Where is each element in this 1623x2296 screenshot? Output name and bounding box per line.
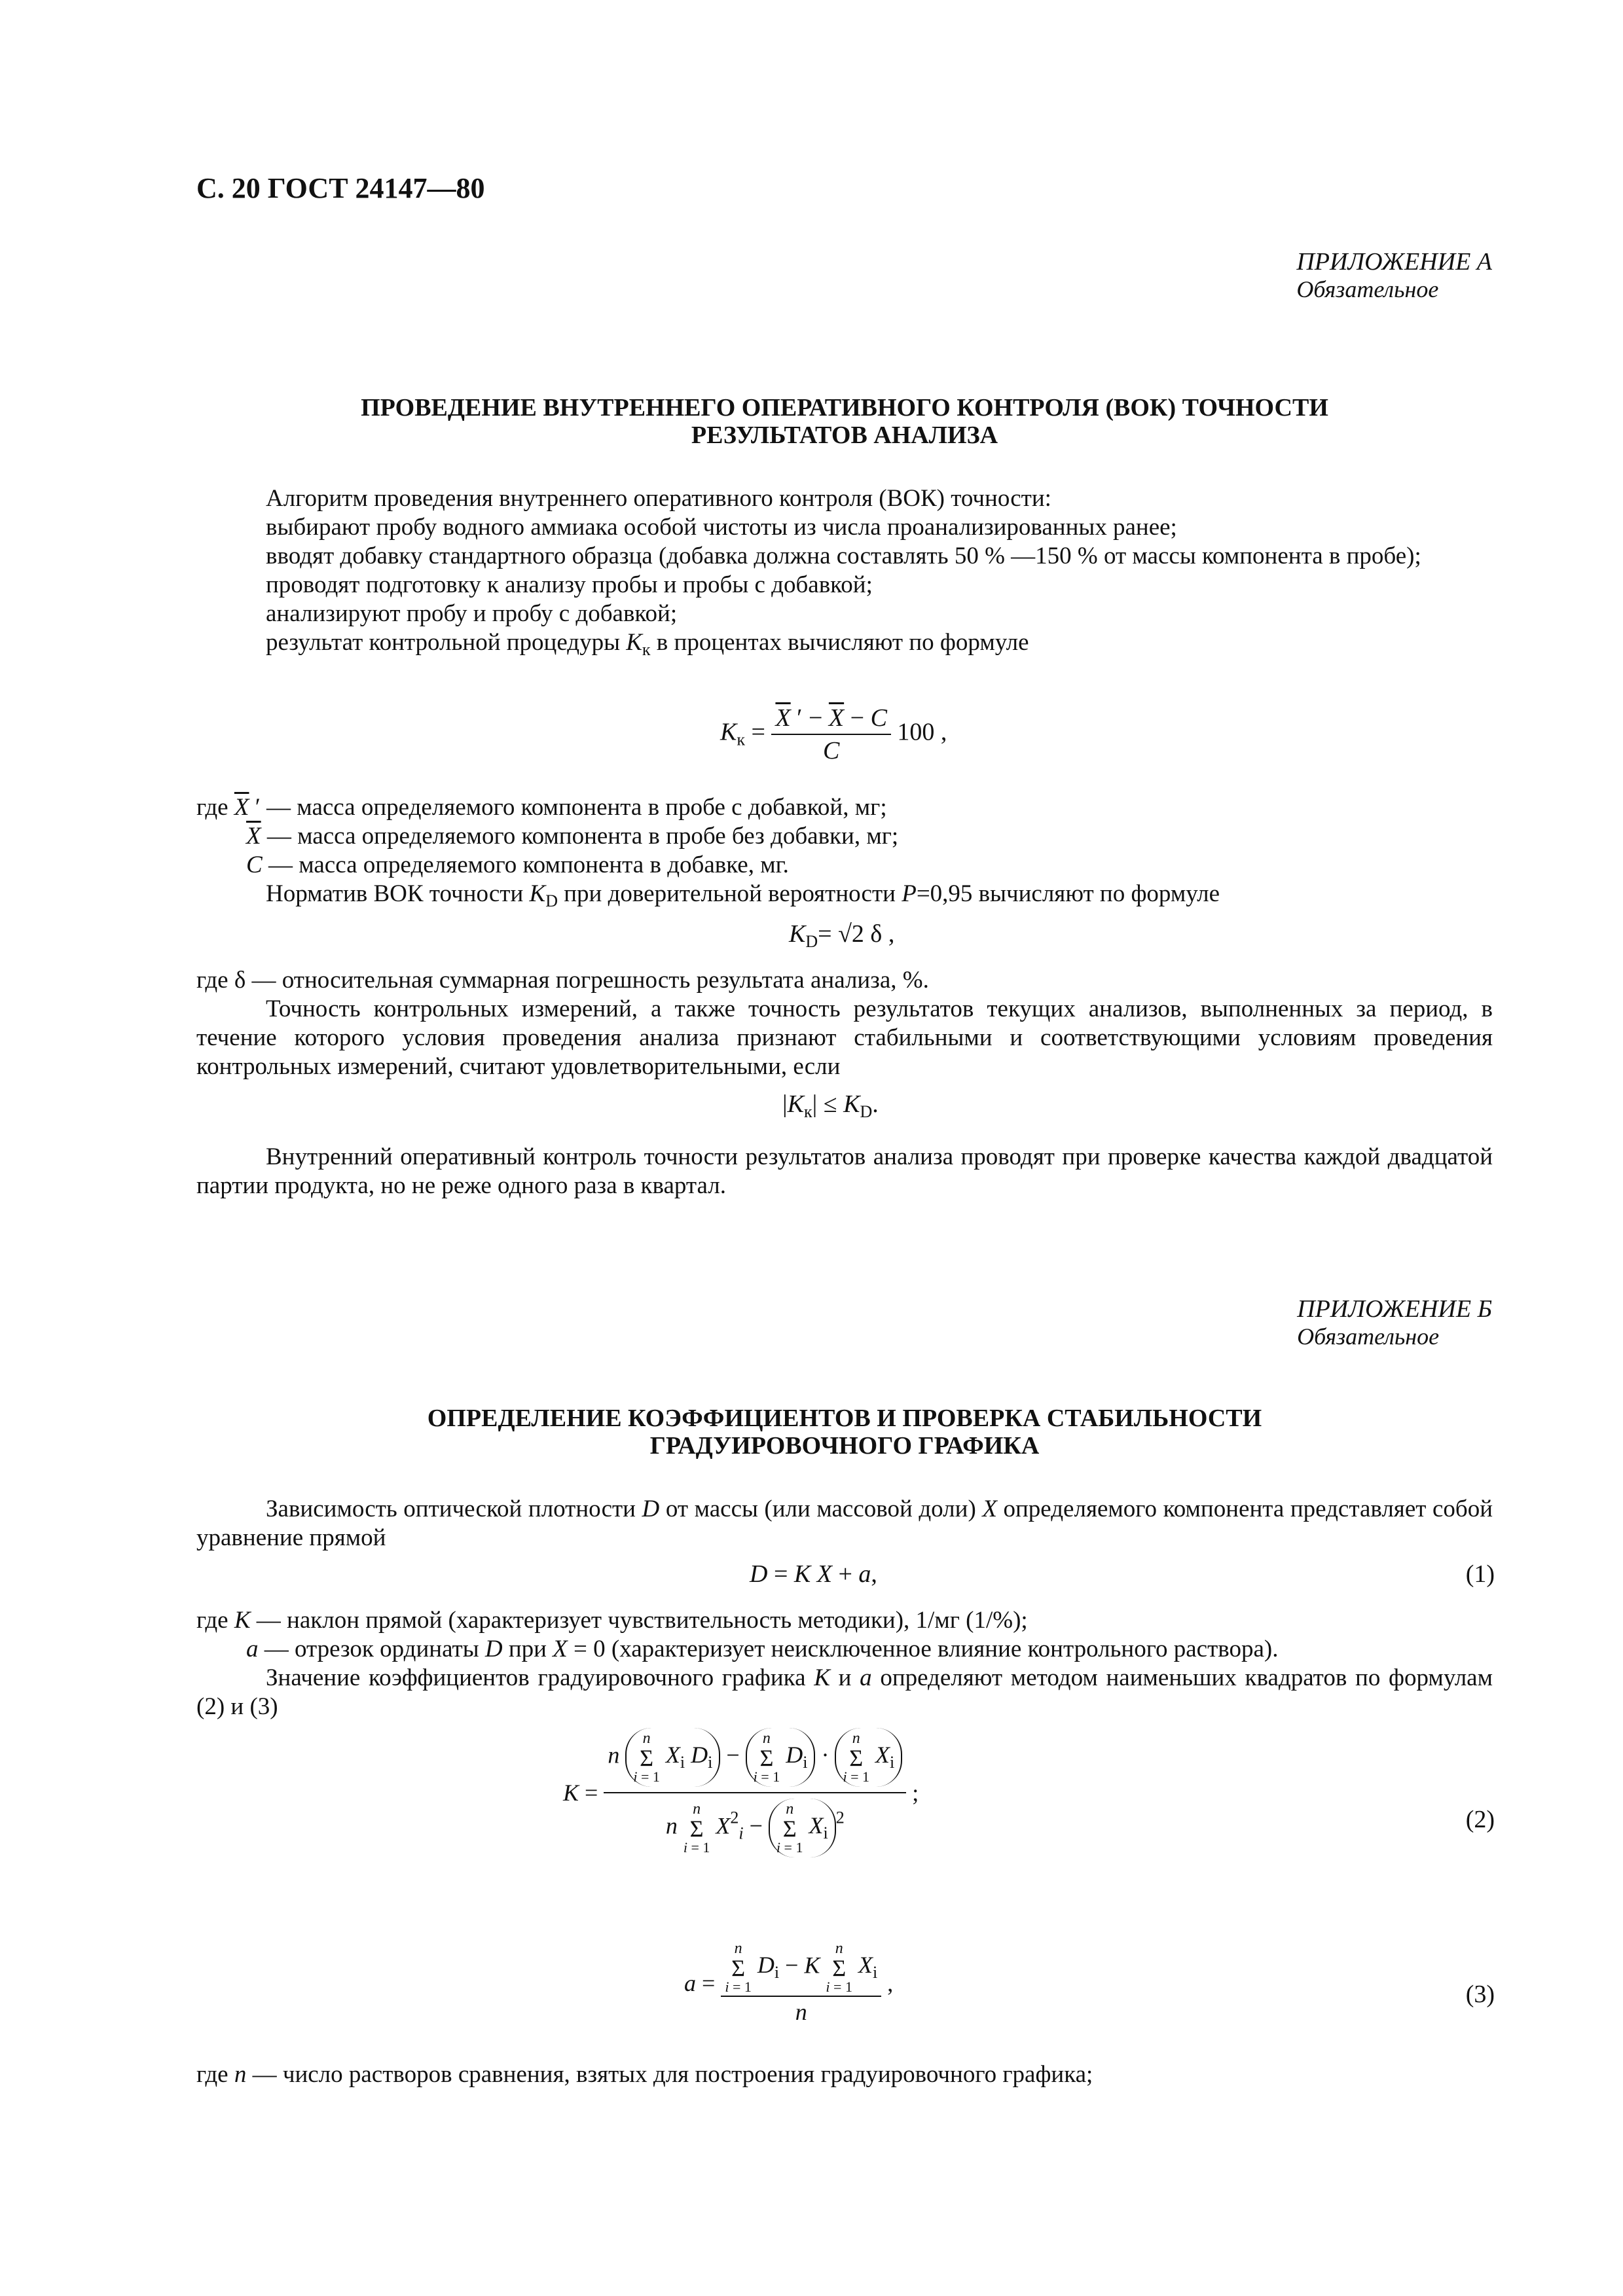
paragraph: вводят добавку стандартного образца (добавка должна составлять 50 % —150 % от массы компонента в пробе); (266, 543, 1421, 569)
appendix-b-title-line1: ОПРЕДЕЛЕНИЕ КОЭФФИЦИЕНТОВ И ПРОВЕРКА СТАБИЛЬНОСТИ (427, 1405, 1262, 1432)
appendix-b-label: ПРИЛОЖЕНИЕ Б (1297, 1295, 1492, 1323)
paragraph: Значение коэффициентов градуировочного графика K и a определяют методом наименьших квадратов по формулам (2) и (3) (196, 1664, 1493, 1720)
appendix-b-title (196, 1405, 1493, 1460)
where-a: a — отрезок ординаты D при X = 0 (характеризует неисключенное влияние контрольного раствора). (246, 1636, 1279, 1662)
formula-kd: $K_D= √2$ δ , (789, 920, 895, 951)
paragraph: проводят подготовку к анализу пробы и пробы с добавкой; (266, 571, 873, 598)
equation-number-3: (3) (1465, 1981, 1495, 2008)
appendix-b-intro (196, 1495, 1493, 1552)
where-line-2: $\overline{X}$ — масса определяемого компонента в пробе без добавки, мг; (246, 823, 899, 850)
formula-2: K = n n Σ i = 1 $X_i$ $D_i$ − n Σ i = 1 $D_i$ · n Σ i = 1 $X_i$ n n Σ i = 1 $X^2_i$ − n Σ i = 1 $X_i^2$ ; (563, 1728, 919, 1857)
where-k: где K — наклон прямой (характеризует чувствительность методики), 1/мг (1/%); (196, 1607, 1028, 1634)
formula-1: D = K X + a, (750, 1560, 877, 1588)
appendix-a-label-block (1296, 247, 1492, 302)
appendix-a-intro (196, 484, 1493, 664)
appendix-b-label-block (1297, 1295, 1492, 1350)
accuracy-paragraph (196, 995, 1493, 1081)
paragraph: Зависимость оптической плотности D от массы (или массовой доли) X определяемого компонента представляет собой уравнение прямой (196, 1496, 1493, 1551)
where-line-3: C — масса определяемого компонента в добавке, мг. (246, 852, 789, 878)
formula-condition: $|K_к| \le K_D$. (782, 1090, 879, 1121)
paragraph: выбирают пробу водного аммиака особой чистоты из числа проанализированных ранее; (266, 514, 1177, 541)
formula-factor: 100 , (897, 718, 947, 746)
paragraph: анализируют пробу и пробу с добавкой; (266, 600, 678, 627)
paragraph: результат контрольной процедуры $K_к$ в процентах вычисляют по формуле (266, 629, 1029, 659)
appendix-a-title (196, 394, 1493, 449)
vok-paragraph (196, 1143, 1493, 1200)
appendix-b-status: Обязательное (1297, 1323, 1440, 1350)
paragraph: Алгоритм проведения внутреннего оперативного контроля (ВОК) точности: (266, 485, 1051, 512)
formula-kk: $K_к$ = $\frac{\overline{X} ' - \overline{X} - C}{C}$ 100 , (720, 704, 947, 764)
page-header: С. 20 ГОСТ 24147—80 (196, 172, 485, 204)
appendix-a-title-line2: РЕЗУЛЬТАТОВ АНАЛИЗА (691, 422, 998, 449)
where-n: где n — число растворов сравнения, взятых для построения градуировочного графика; (196, 2061, 1093, 2088)
appendix-b-title-line2: ГРАДУИРОВОЧНОГО ГРАФИКА (649, 1432, 1040, 1460)
formula-3: a = n Σ i = 1 $D_i - K$ n Σ i = 1 $X_i$ n , (684, 1940, 894, 2025)
coefficients-paragraph (196, 1664, 1493, 1721)
appendix-a-label: ПРИЛОЖЕНИЕ А (1296, 248, 1492, 276)
paragraph: Точность контрольных измерений, а также точность результатов текущих анализов, выполненных за период, в течение которого условия проведения анализа признают стабильными и соответствующими условиям проведения контрольных измерений, считают удовлетворительными, если (196, 996, 1493, 1080)
paragraph: Внутренний оперативный контроль точности результатов анализа проводят при проверке качества каждой двадцатой партии продукта, но не реже одного раза в квартал. (196, 1143, 1493, 1199)
equation-number-2: (2) (1465, 1806, 1495, 1833)
appendix-a-title-line1: ПРОВЕДЕНИЕ ВНУТРЕННЕГО ОПЕРАТИВНОГО КОНТРОЛЯ (ВОК) ТОЧНОСТИ (361, 394, 1328, 422)
where-delta: где δ — относительная суммарная погрешность результата анализа, %. (196, 967, 929, 994)
appendix-a-status: Обязательное (1296, 276, 1439, 302)
normative-line: Норматив ВОК точности $K_D$ при доверительной вероятности P=0,95 вычисляют по формуле (266, 880, 1220, 910)
where-line-1: где $\overline{X}$ ′ — масса определяемого компонента в пробе с добавкой, мг; (196, 794, 887, 821)
equation-number-1: (1) (1465, 1560, 1495, 1588)
